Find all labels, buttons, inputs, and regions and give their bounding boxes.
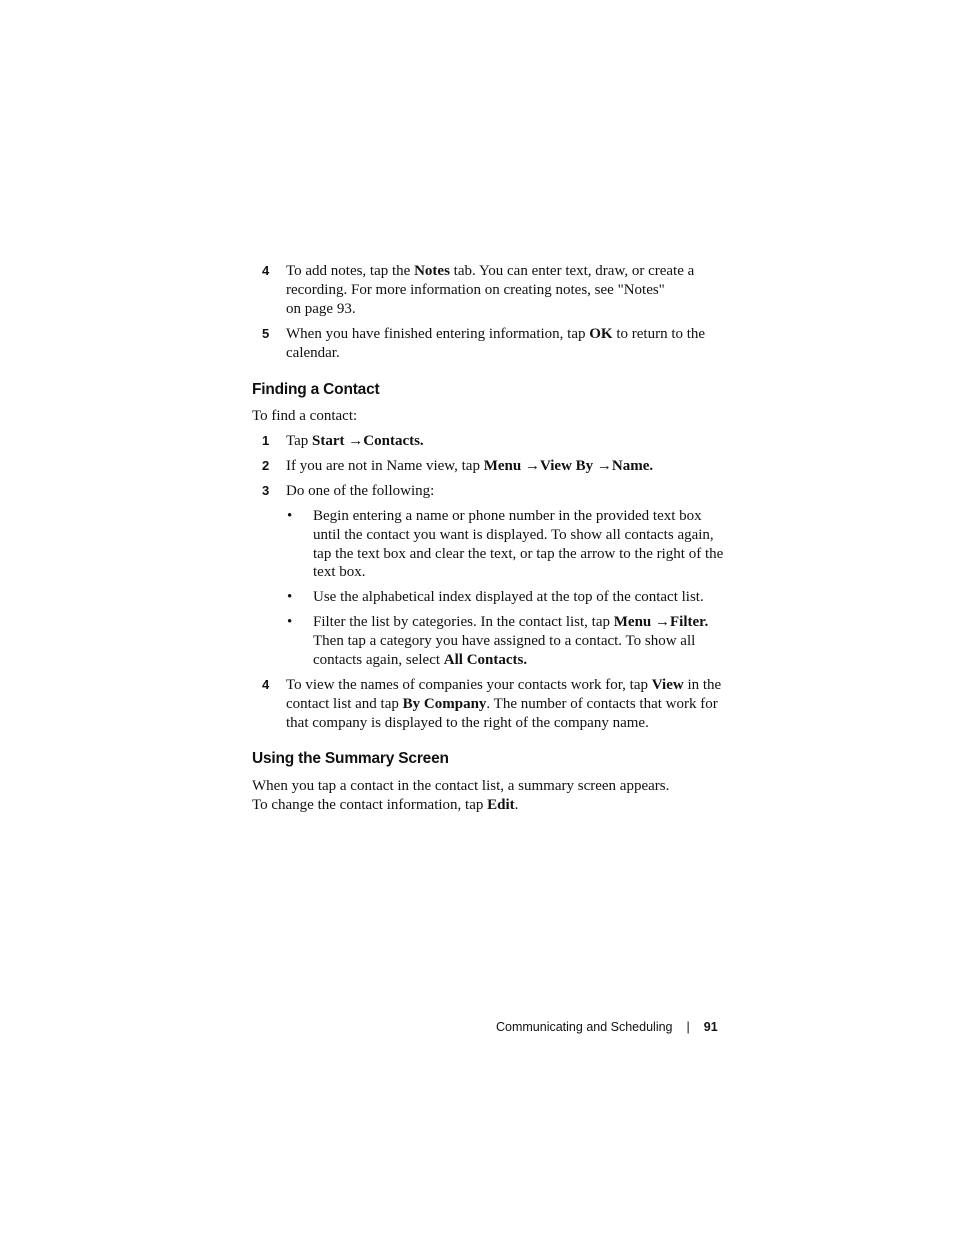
footer-separator: |	[686, 1020, 690, 1034]
section-heading-summary-screen: Using the Summary Screen	[252, 750, 449, 767]
start-contacts-label: Start →Contacts.	[312, 433, 424, 449]
all-contacts-label: All Contacts.	[443, 651, 528, 668]
step-number: 2	[262, 458, 270, 473]
menu-viewby-name-label: Menu →View By →Name.	[483, 458, 654, 474]
by-company-label: By Company	[402, 695, 487, 712]
step-number: 4	[262, 263, 270, 278]
step-number: 1	[262, 433, 270, 448]
step-text: Do one of the following:	[286, 483, 435, 499]
page-number: 91	[703, 1020, 718, 1034]
step-text: When you have finished entering information, tap OK to return to the calendar.	[286, 326, 706, 361]
step-text: To add notes, tap the Notes tab. You can enter text, draw, or create a recording. For more information on creating notes, see "Notes" on page 93.	[286, 263, 695, 317]
step-text: If you are not in Name view, tap Menu →View By →Name.	[286, 458, 654, 474]
notes-tab-label: Notes	[414, 263, 450, 279]
menu-filter-label: Menu →Filter.	[613, 614, 709, 630]
finding-contact-intro: To find a contact:	[252, 408, 358, 424]
ok-label: OK	[589, 326, 613, 342]
bullet-text: Filter the list by categories. In the contact list, tap Menu →Filter. Then tap a category you have assigned to a contact. To show all contacts again, select All Contacts.	[313, 614, 709, 668]
summary-screen-text: When you tap a contact in the contact list, a summary screen appears. To change the contact information, tap Edit.	[252, 778, 670, 813]
bullet-text: Use the alphabetical index displayed at the top of the contact list.	[313, 589, 704, 605]
step-number: 4	[262, 677, 270, 692]
step-number: 5	[262, 326, 270, 341]
bullet-mark: •	[287, 508, 293, 524]
step-text: To view the names of companies your contacts work for, tap View in the contact list and tap By Company. The number of contacts that work for that company is displayed to the right of the company name.	[286, 677, 722, 731]
footer-section-title: Communicating and Scheduling	[496, 1020, 673, 1034]
bullet-mark: •	[287, 614, 293, 630]
bullet-text: Begin entering a name or phone number in the provided text box until the contact you want is displayed. To show all contacts again, tap the text box and clear the text, or tap the arrow to the right of the text box.	[313, 508, 724, 581]
step-number: 3	[262, 483, 270, 498]
page-footer	[496, 1020, 718, 1034]
view-label: View	[651, 677, 684, 693]
section-heading-finding-contact: Finding a Contact	[252, 381, 380, 398]
bullet-mark: •	[287, 589, 293, 605]
step-text: Tap Start →Contacts.	[286, 433, 424, 449]
edit-label: Edit	[487, 796, 515, 813]
